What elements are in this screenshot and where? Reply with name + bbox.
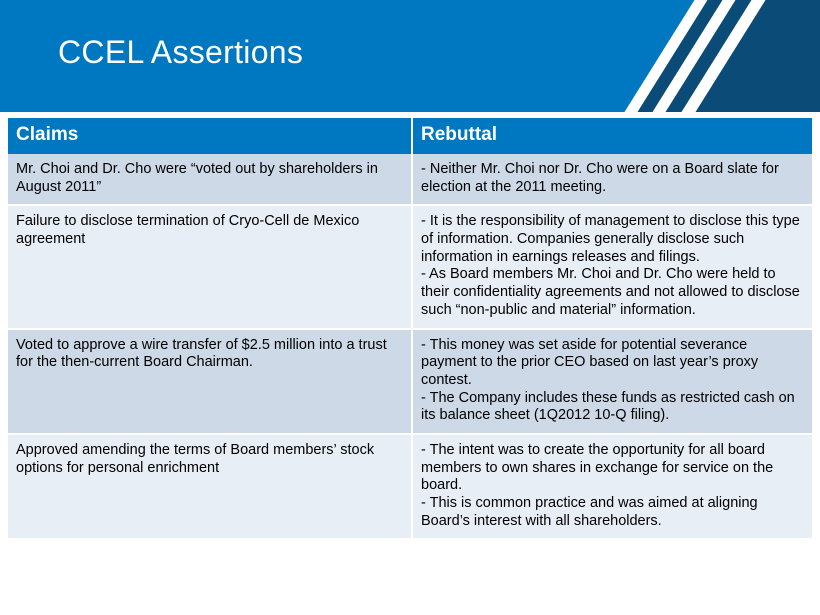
table-row — [8, 434, 812, 539]
table-head — [8, 118, 812, 154]
rebuttal-cell — [412, 329, 812, 434]
claim-cell: Mr. Choi and Dr. Cho were “voted out by shareholders in August 2011” — [8, 154, 412, 205]
table-header-row — [8, 118, 812, 154]
rebuttal-line: - This is common practice and was aimed at aligning Board’s interest with all shareholders. — [421, 495, 758, 529]
table-row — [8, 154, 812, 205]
rebuttal-line: - Neither Mr. Choi nor Dr. Cho were on a Board slate for election at the 2011 meeting. — [421, 161, 779, 195]
slide-header — [0, 0, 820, 112]
column-header-claims: Claims — [8, 118, 412, 154]
claim-cell: Approved amending the terms of Board members’ stock options for personal enrichment — [8, 434, 412, 539]
page-title: CCEL Assertions — [58, 34, 304, 70]
rebuttal-line: - It is the responsibility of management to disclose this type of information. Companies generally disclose such information in earnings releases and filings. — [421, 213, 800, 265]
claim-cell: Failure to disclose termination of Cryo-Cell de Mexico agreement — [8, 205, 412, 328]
rebuttal-cell — [412, 205, 812, 328]
assertions-table-wrapper — [8, 118, 812, 540]
table-row — [8, 329, 812, 434]
rebuttal-cell — [412, 154, 812, 205]
rebuttal-line: - The intent was to create the opportunity for all board members to own shares in exchange for service on the board. — [421, 441, 774, 494]
column-header-rebuttal: Rebuttal — [412, 118, 812, 154]
claim-cell: Voted to approve a wire transfer of $2.5 million into a trust for the then-current Board Chairman. — [8, 329, 412, 434]
table-row — [8, 205, 812, 328]
rebuttal-line: - The Company includes these funds as restricted cash on its balance sheet (1Q2012 10-Q filing). — [421, 389, 795, 424]
assertions-table — [8, 118, 812, 540]
rebuttal-cell — [412, 434, 812, 539]
rebuttal-line: - As Board members Mr. Choi and Dr. Cho were held to their confidentiality agreements and not allowed to disclose such “non-public and material” information. — [421, 266, 800, 318]
table-body — [8, 154, 812, 539]
rebuttal-line: - This money was set aside for potential severance payment to the prior CEO based on last year’s proxy contest. — [421, 336, 759, 388]
